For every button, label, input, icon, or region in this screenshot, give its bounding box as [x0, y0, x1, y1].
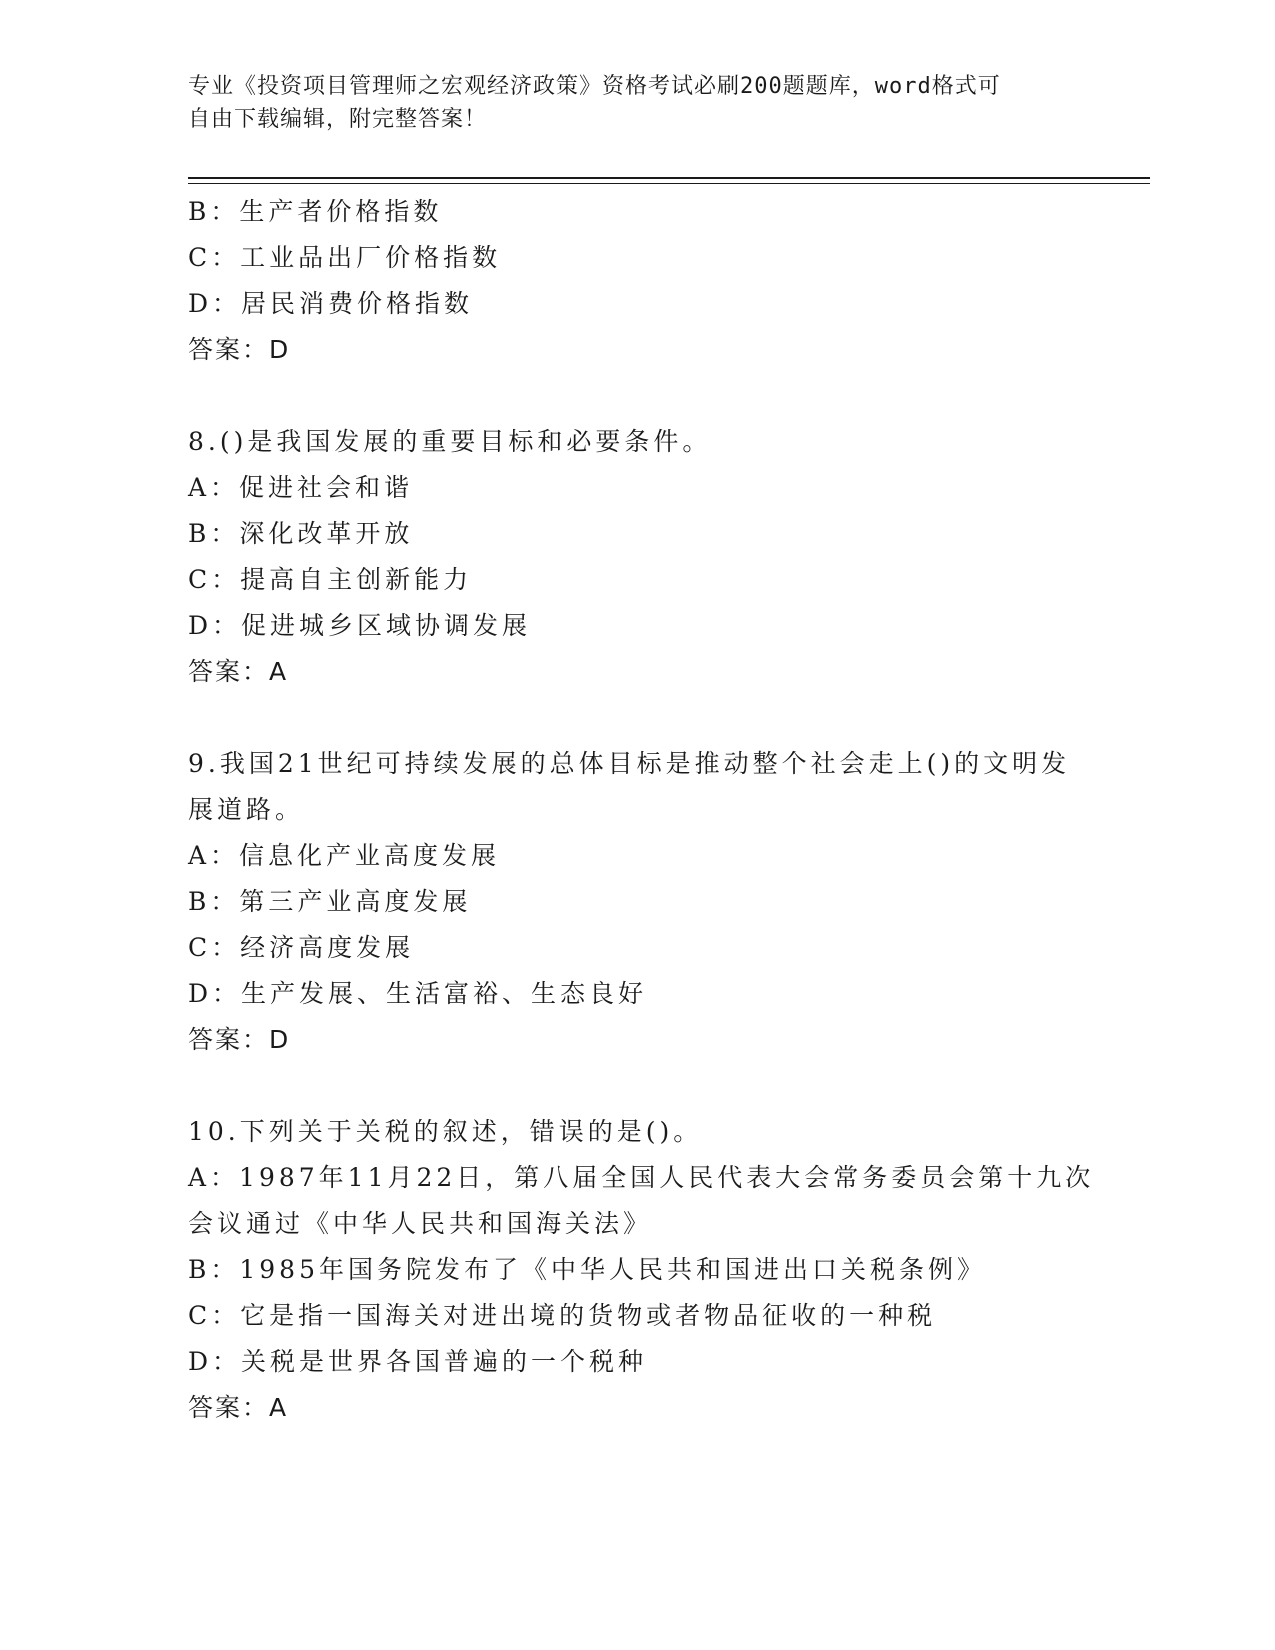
question-9-option-d: D：生产发展、生活富裕、生态良好 — [188, 979, 648, 1008]
header-divider-thin — [188, 183, 1150, 184]
question-10-answer: 答案：A — [188, 1393, 289, 1422]
question-8-option-c: C：提高自主创新能力 — [188, 565, 473, 594]
spacer — [188, 373, 1088, 419]
question-9-option-c: C：经济高度发展 — [188, 933, 415, 962]
spacer — [188, 695, 1088, 741]
question-8-option-b: B：深化改革开放 — [188, 519, 414, 548]
question-7 — [188, 189, 1088, 373]
question-10 — [188, 1109, 1095, 1431]
question-7-option-b: B：生产者价格指数 — [188, 197, 443, 226]
question-8 — [188, 419, 1088, 695]
question-8-stem: 8.()是我国发展的重要目标和必要条件。 — [188, 427, 712, 456]
header-title-line-2: 自由下载编辑，附完整答案！ — [188, 107, 488, 132]
question-8-option-d: D：促进城乡区域协调发展 — [188, 611, 532, 640]
spacer — [188, 1063, 1088, 1109]
question-9-option-b: B：第三产业高度发展 — [188, 887, 472, 916]
question-10-stem: 10.下列关于关税的叙述，错误的是()。 — [188, 1117, 703, 1146]
question-9-stem-line-1: 9.我国21世纪可持续发展的总体目标是推动整个社会走上()的文明发 — [188, 749, 1071, 778]
question-9 — [188, 741, 1088, 1063]
header-divider-thick — [188, 177, 1150, 179]
question-10-option-a-line-1: A：1987年11月22日，第八届全国人民代表大会常务委员会第十九次 — [188, 1163, 1095, 1192]
question-9-stem-line-2: 展道路。 — [188, 795, 305, 824]
question-8-option-a: A：促进社会和谐 — [188, 473, 414, 502]
document-header — [188, 70, 1068, 136]
question-7-option-d: D：居民消费价格指数 — [188, 289, 474, 318]
question-8-answer: 答案：A — [188, 657, 289, 686]
question-9-option-a: A：信息化产业高度发展 — [188, 841, 501, 870]
question-7-answer: 答案：D — [188, 335, 291, 364]
question-9-answer: 答案：D — [188, 1025, 291, 1054]
question-10-option-b: B：1985年国务院发布了《中华人民共和国进出口关税条例》 — [188, 1255, 986, 1284]
question-list — [188, 189, 1095, 1431]
question-7-option-c: C：工业品出厂价格指数 — [188, 243, 502, 272]
question-10-option-a-line-2: 会议通过《中华人民共和国海关法》 — [188, 1209, 653, 1238]
header-title-line-1: 专业《投资项目管理师之宏观经济政策》资格考试必刷200题题库，word格式可 — [188, 74, 1001, 99]
question-10-option-c: C：它是指一国海关对进出境的货物或者物品征收的一种税 — [188, 1301, 937, 1330]
question-10-option-d: D：关税是世界各国普遍的一个税种 — [188, 1347, 648, 1376]
